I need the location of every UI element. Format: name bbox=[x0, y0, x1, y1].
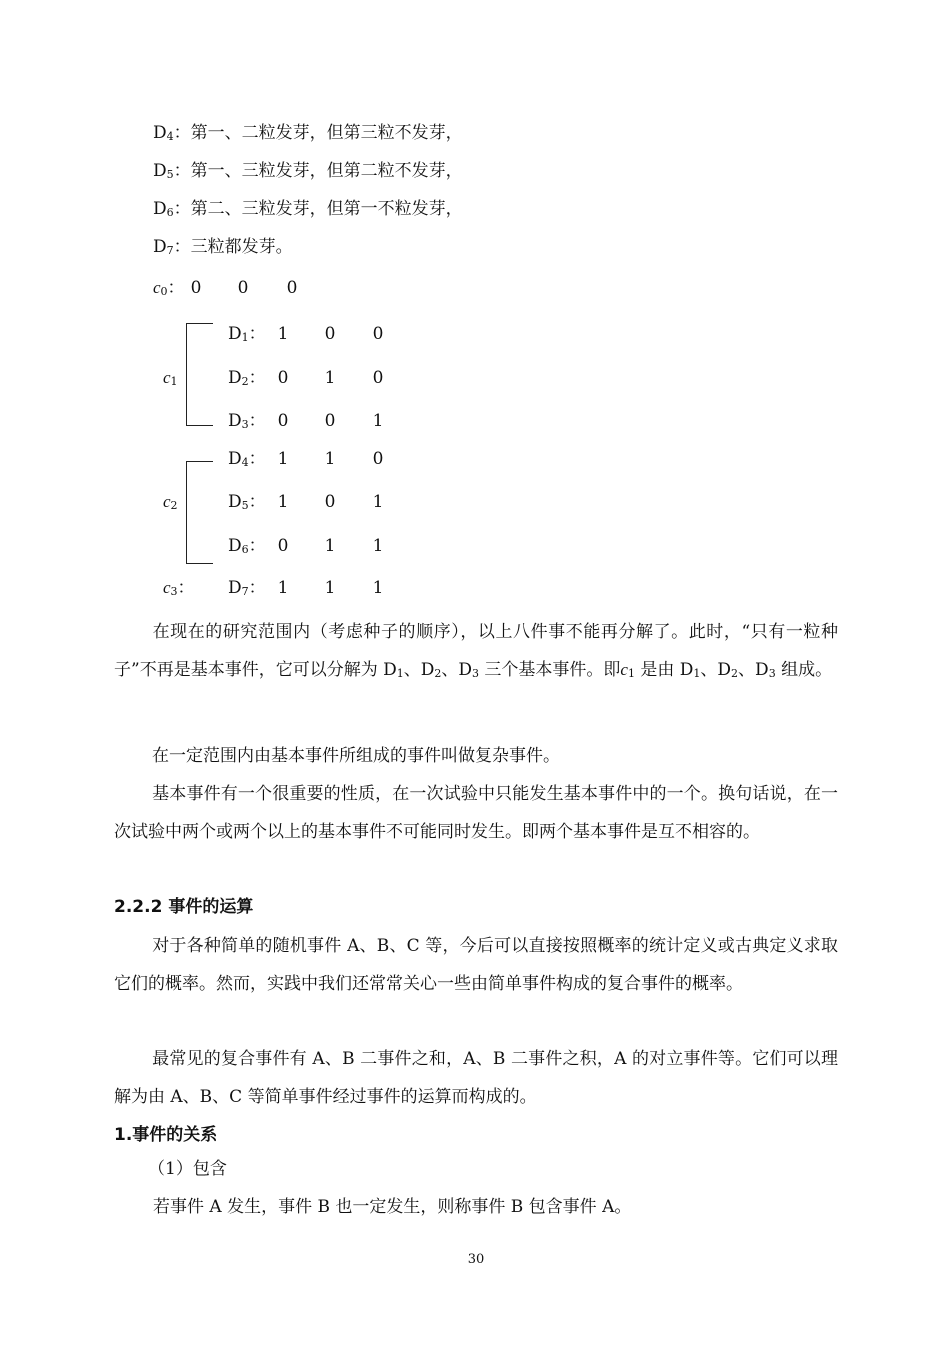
matrix-cell: 1 bbox=[324, 536, 336, 556]
matrix-row-label-d5: $D_5$： bbox=[228, 492, 266, 512]
matrix-row-label-d1: $D_1$： bbox=[228, 324, 266, 344]
c0-value-1: 0 bbox=[190, 278, 202, 298]
matrix-cell: 1 bbox=[372, 492, 384, 512]
matrix-cell: 1 bbox=[277, 492, 289, 512]
matrix-cell: 0 bbox=[372, 324, 384, 344]
matrix-cell: 0 bbox=[324, 411, 336, 431]
matrix-cell: 0 bbox=[372, 449, 384, 469]
matrix-row-label-d3: $D_3$： bbox=[228, 411, 266, 431]
paragraph-compound-events: 最常见的复合事件有 A、B 二事件之和，A、B 二事件之积，A 的对立事件等。它们可以理解为由 A、B、C 等简单事件经过事件的运算而构成的。 bbox=[114, 1049, 838, 1107]
section-heading-event-relations: 1.事件的关系 bbox=[114, 1125, 218, 1145]
matrix-row-label-d6: $D_6$： bbox=[228, 536, 266, 556]
matrix-cell: 0 bbox=[372, 368, 384, 388]
c0-label: $c_0$： bbox=[153, 278, 185, 298]
matrix-cell: 1 bbox=[324, 449, 336, 469]
c1-bracket bbox=[186, 323, 213, 426]
list-line-d6: $D_6$：第二、三粒发芽，但第一不粒发芽， bbox=[153, 199, 463, 219]
matrix-cell: 1 bbox=[372, 536, 384, 556]
paragraph-probability: 对于各种简单的随机事件 A、B、C 等，今后可以直接按照概率的统计定义或古典定义求取它们的概率。然而，实践中我们还常常关心一些由简单事件构成的复合事件的概率。 bbox=[114, 936, 838, 994]
matrix-cell: 0 bbox=[324, 324, 336, 344]
paragraph-inclusion-definition: 若事件 A 发生，事件 B 也一定发生，则称事件 B 包含事件 A。 bbox=[153, 1197, 632, 1217]
list-line-d4: $D_4$：第一、二粒发芽，但第三粒不发芽， bbox=[153, 123, 463, 143]
matrix-cell: 1 bbox=[372, 411, 384, 431]
matrix-cell: 0 bbox=[324, 492, 336, 512]
paragraph-basic-events: 在现在的研究范围内（考虑种子的顺序），以上八件事不能再分解了。此时，“只有一粒种子”不再是基本事件，它可以分解为 $D_1$、$D_2$、$D_3$ 三个基本事件。即$c_1$ 是由 $D_1$、$D_2$、$D_3$ 组成。 bbox=[114, 622, 838, 680]
c1-label: $c_1$ bbox=[163, 368, 178, 388]
matrix-row-label-d7: $D_7$： bbox=[228, 578, 266, 598]
section-heading-event-operations: 2.2.2 事件的运算 bbox=[114, 897, 254, 917]
matrix-cell: 1 bbox=[277, 449, 289, 469]
list-line-d5: $D_5$：第一、三粒发芽，但第二粒不发芽， bbox=[153, 161, 463, 181]
matrix-cell: 1 bbox=[372, 578, 384, 598]
page-number: 30 bbox=[467, 1252, 485, 1267]
paragraph-mutually-exclusive: 基本事件有一个很重要的性质，在一次试验中只能发生基本事件中的一个。换句话说，在一次试验中两个或两个以上的基本事件不可能同时发生。即两个基本事件是互不相容的。 bbox=[114, 784, 838, 842]
paragraph-complex-events: 在一定范围内由基本事件所组成的事件叫做复杂事件。 bbox=[152, 746, 560, 766]
c2-label: $c_2$ bbox=[163, 492, 178, 512]
matrix-cell: 0 bbox=[277, 368, 289, 388]
matrix-cell: 0 bbox=[277, 411, 289, 431]
matrix-cell: 1 bbox=[324, 578, 336, 598]
list-line-d7: $D_7$：三粒都发芽。 bbox=[153, 237, 293, 257]
matrix-cell: 1 bbox=[277, 578, 289, 598]
c3-label: $c_3$： bbox=[163, 578, 195, 598]
matrix-row-label-d2: $D_2$： bbox=[228, 368, 266, 388]
matrix-cell: 0 bbox=[277, 536, 289, 556]
matrix-cell: 1 bbox=[324, 368, 336, 388]
matrix-row-label-d4: $D_4$： bbox=[228, 449, 266, 469]
matrix-cell: 1 bbox=[277, 324, 289, 344]
c0-value-3: 0 bbox=[286, 278, 298, 298]
c0-value-2: 0 bbox=[237, 278, 249, 298]
c2-bracket bbox=[186, 461, 213, 564]
subsection-inclusion: （1）包含 bbox=[148, 1159, 227, 1179]
